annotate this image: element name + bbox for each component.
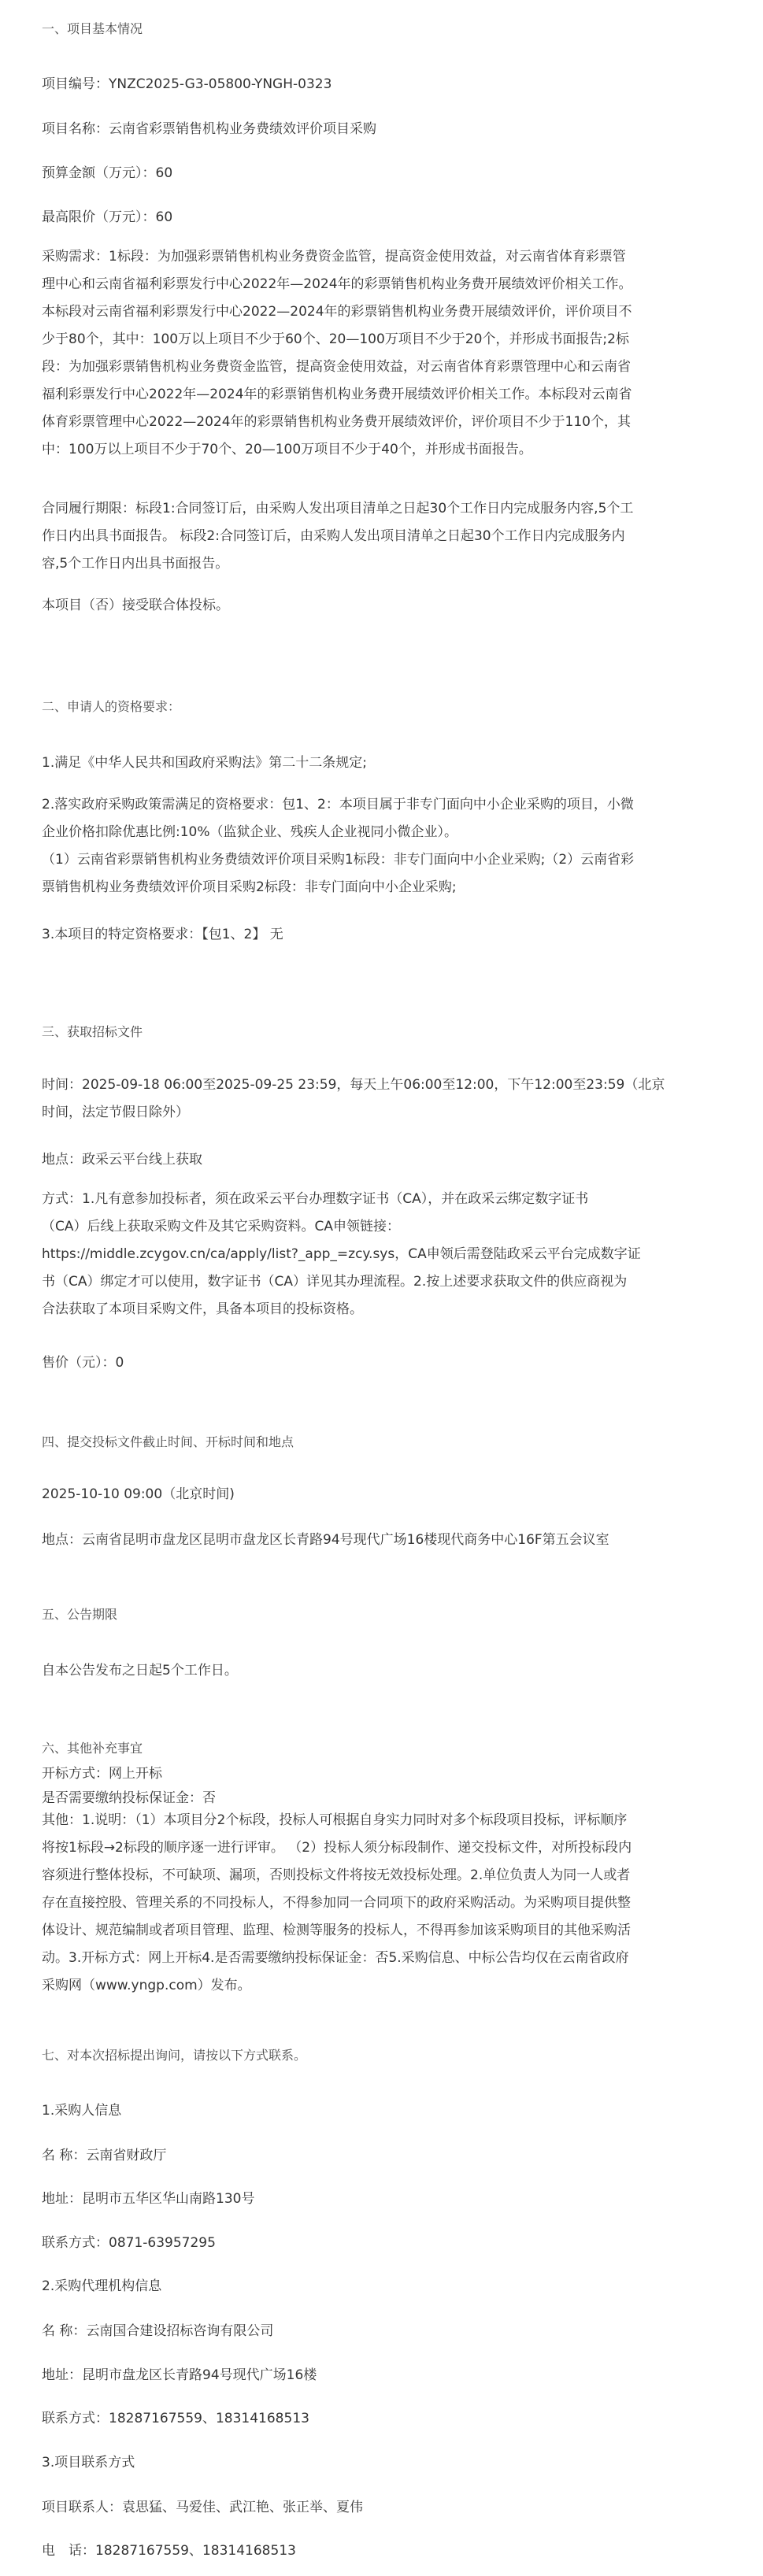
other-notes-line: 其他：1.说明：（1）本项目分2个标段，投标人可根据自身实力同时对多个标段项目投标，评标顺序 xyxy=(42,1812,628,1828)
contract-line: 合同履行期限：标段1:合同签订后，由采购人发出项目清单之日起30个工作日内完成服务内容,5个工 xyxy=(42,501,634,516)
other-notes-line: 体设计、规范编制或者项目管理、监理、检测等服务的投标人，不得再参加该采购项目的其他采购活 xyxy=(42,1923,631,1938)
deadline-time: 2025-10-10 09:00（北京时间) xyxy=(42,1486,235,1502)
qualification-3: 3.本项目的特定资格要求：【包1、2】 无 xyxy=(42,927,283,942)
qualification-2 xyxy=(42,791,728,901)
section-heading-other-matters: 六、其他补充事宜 xyxy=(42,1741,143,1756)
demand-line: 理中心和云南省福利彩票发行中心2022年—2024年的彩票销售机构业务费开展绩效评价相关工作。 xyxy=(42,276,632,292)
agency-address: 地址：昆明市盘龙区长青路94号现代广场16楼 xyxy=(42,2367,317,2383)
qualification-1: 1.满足《中华人民共和国政府采购法》第二十二条规定; xyxy=(42,755,367,771)
section-heading-deadline: 四、提交投标文件截止时间、开标时间和地点 xyxy=(42,1434,294,1449)
qualification-line: 票销售机构业务费绩效评价项目采购2标段：非专门面向中小企业采购; xyxy=(42,879,457,895)
demand-line: 段：为加强彩票销售机构业务费资金监管，提高资金使用效益，对云南省体育彩票管理中心和云南省 xyxy=(42,359,631,375)
demand-line: 福利彩票发行中心2022年—2024年的彩票销售机构业务费开展绩效评价相关工作。本标段对云南省 xyxy=(42,387,632,402)
qualification-line: 2.落实政府采购政策需满足的资格要求：包1、2：本项目属于非专门面向中小企业采购的项目，小微 xyxy=(42,797,634,812)
obtain-place: 地点：政采云平台线上获取 xyxy=(42,1152,202,1168)
qualification-line: 企业价格扣除优惠比例:10%（监狱企业、残疾人企业视同小微企业）。 xyxy=(42,824,458,840)
project-name: 项目名称：云南省彩票销售机构业务费绩效评价项目采购 xyxy=(42,121,376,137)
demand-line: 采购需求：1标段：为加强彩票销售机构业务费资金监管，提高资金使用效益，对云南省体育彩票管 xyxy=(42,249,626,265)
obtain-time-line: 时间：2025-09-18 06:00至2025-09-25 23:59，每天上午06:00至12:00，下午12:00至23:59（北京 xyxy=(42,1077,665,1093)
other-notes xyxy=(42,1807,728,2000)
project-number: 项目编号：YNZC2025-G3-05800-YNGH-0323 xyxy=(42,76,332,92)
project-contact-title: 3.项目联系方式 xyxy=(42,2455,135,2471)
purchaser-info-title: 1.采购人信息 xyxy=(42,2103,122,2119)
agency-phone: 联系方式：18287167559、18314168513 xyxy=(42,2411,309,2426)
other-notes-line: 存在直接控股、管理关系的不同投标人，不得参加同一合同项下的政府采购活动。为采购项目提供整 xyxy=(42,1895,631,1911)
section-heading-basic-info: 一、项目基本情况 xyxy=(42,21,143,36)
purchaser-name: 名 称：云南省财政厅 xyxy=(42,2148,167,2163)
other-notes-line: 采购网（www.yngp.com）发布。 xyxy=(42,1978,251,1993)
max-price: 最高限价（万元）：60 xyxy=(42,209,173,225)
obtain-method-line: 合法获取了本项目采购文件，具备本项目的投标资格。 xyxy=(42,1301,363,1317)
purchaser-address: 地址：昆明市五华区华山南路130号 xyxy=(42,2191,255,2207)
obtain-time-line: 时间，法定节假日除外） xyxy=(42,1105,189,1120)
bid-opening-place: 地点：云南省昆明市盘龙区昆明市盘龙区长青路94号现代广场16楼现代商务中心16F第五会议室 xyxy=(42,1532,609,1548)
section-heading-obtain-documents: 三、获取招标文件 xyxy=(42,1024,143,1039)
deposit-required: 是否需要缴纳投标保证金：否 xyxy=(42,1790,216,1806)
obtain-method-line: （CA）后线上获取采购文件及其它采购资料。CA申领链接： xyxy=(42,1219,400,1234)
section-heading-notice-period: 五、公告期限 xyxy=(42,1607,118,1622)
demand-line: 少于80个，其中：100万以上项目不少于60个、20—100万项目不少于20个，并形成书面报告;2标 xyxy=(42,331,629,347)
bid-opening-method: 开标方式：网上开标 xyxy=(42,1766,162,1782)
obtain-time xyxy=(42,1071,728,1127)
other-notes-line: 将按1标段→2标段的顺序逐一进行评审。 （2）投标人须分标段制作、递交投标文件，对所投标段内 xyxy=(42,1840,632,1856)
other-notes-line: 动。3.开标方式：网上开标4.是否需要缴纳投标保证金：否5.采购信息、中标公告均仅在云南省政府 xyxy=(42,1950,629,1966)
contract-line: 容,5个工作日内出具书面报告。 xyxy=(42,556,229,572)
demand-line: 本标段对云南省福利彩票发行中心2022—2024年的彩票销售机构业务费开展绩效评价，评价项目不 xyxy=(42,304,632,320)
agency-name: 名 称：云南国合建设招标咨询有限公司 xyxy=(42,2323,274,2339)
consortium-note: 本项目（否）接受联合体投标。 xyxy=(42,598,229,613)
budget-amount: 预算金额（万元）：60 xyxy=(42,165,173,181)
obtain-method-line: 书（CA）绑定才可以使用，数字证书（CA）详见其办理流程。2.按上述要求获取文件的供应商视为 xyxy=(42,1274,628,1290)
document-price: 售价（元）：0 xyxy=(42,1355,124,1371)
project-contact-people: 项目联系人：袁思猛、马爱佳、武江艳、张正举、夏伟 xyxy=(42,2500,363,2515)
section-heading-contact: 七、对本次招标提出询问，请按以下方式联系。 xyxy=(42,2048,307,2063)
other-notes-line: 容须进行整体投标，不可缺项、漏项，否则投标文件将按无效投标处理。2.单位负责人为同一人或者 xyxy=(42,1867,631,1883)
procurement-demand xyxy=(42,243,728,464)
demand-line: 体育彩票管理中心2022—2024年的彩票销售机构业务费开展绩效评价，评价项目不少于110个，其 xyxy=(42,414,631,430)
qualification-line: （1）云南省彩票销售机构业务费绩效评价项目采购1标段：非专门面向中小企业采购;（2）云南省彩 xyxy=(42,852,635,868)
demand-line: 中：100万以上项目不少于70个、20—100万项目不少于40个，并形成书面报告。 xyxy=(42,442,532,457)
project-contact-phone: 电 话：18287167559、18314168513 xyxy=(42,2543,296,2559)
notice-period-text: 自本公告发布之日起5个工作日。 xyxy=(42,1663,238,1678)
obtain-method-line: 方式：1.凡有意参加投标者，须在政采云平台办理数字证书（CA），并在政采云绑定数字证书 xyxy=(42,1191,589,1207)
contract-line: 作日内出具书面报告。 标段2:合同签订后，由采购人发出项目清单之日起30个工作日内完成服务内 xyxy=(42,528,625,544)
obtain-method-line: https://middle.zcygov.cn/ca/apply/list?_app_=zcy.sys，CA申领后需登陆政采云平台完成数字证 xyxy=(42,1246,641,1262)
obtain-method xyxy=(42,1186,728,1323)
agency-info-title: 2.采购代理机构信息 xyxy=(42,2278,162,2294)
contract-period xyxy=(42,495,728,578)
section-heading-qualifications: 二、申请人的资格要求： xyxy=(42,699,181,714)
purchaser-phone: 联系方式：0871-63957295 xyxy=(42,2235,216,2251)
